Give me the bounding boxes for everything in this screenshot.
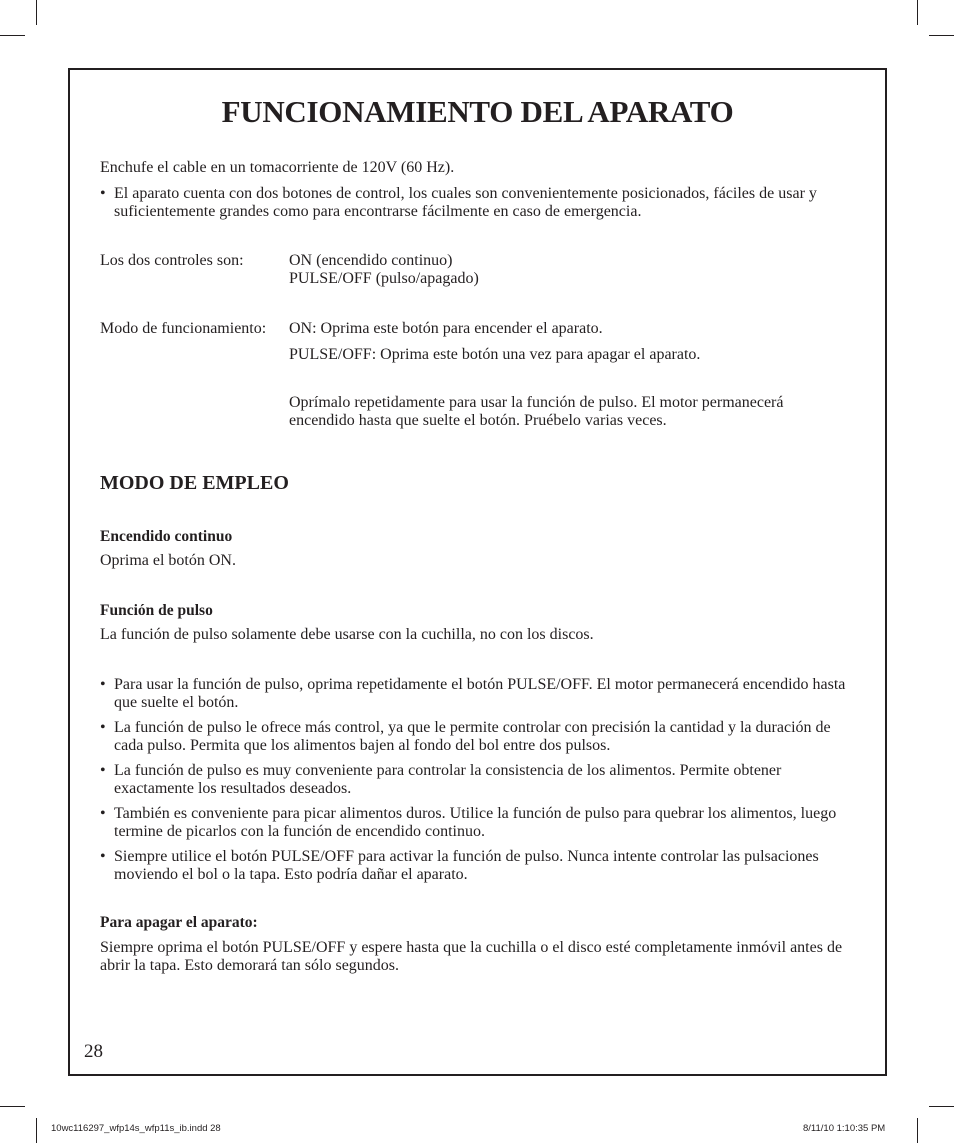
- crop-mark: [36, 1118, 37, 1143]
- crop-mark: [0, 35, 25, 36]
- bullet-mark: •: [100, 762, 106, 779]
- bullet-mark: •: [100, 719, 106, 736]
- pulse-heading: Función de pulso: [100, 602, 213, 619]
- page-title: FUNCIONAMIENTO DEL APARATO: [221, 94, 734, 129]
- list-item-text: Siempre utilice el botón PULSE/OFF para activar la función de pulso. Nunca intente controlar las pulsaciones moviendo el bol o la tapa. Esto podría dañar el aparato.: [114, 848, 819, 883]
- list-item-text: Para usar la función de pulso, oprima repetidamente el botón PULSE/OFF. El motor permanecerá encendido hasta que suelte el botón.: [114, 676, 846, 711]
- intro-bullet-text: El aparato cuenta con dos botones de control, los cuales son convenientemente posicionados, fáciles de usar y suficientemente grandes como para encontrarse fácilmente en caso de emergencia.: [114, 185, 817, 220]
- bullet-mark: •: [100, 805, 106, 822]
- page-number: 28: [84, 1041, 103, 1062]
- control-on: ON (encendido continuo): [289, 252, 453, 269]
- crop-mark: [929, 1106, 954, 1107]
- crop-mark: [929, 35, 954, 36]
- operation-pulse-off: PULSE/OFF: Oprima este botón una vez para apagar el aparato.: [289, 346, 701, 363]
- bullet-mark: •: [100, 848, 106, 865]
- crop-mark: [0, 1106, 25, 1107]
- pulse-text: La función de pulso solamente debe usarse con la cuchilla, no con los discos.: [100, 626, 594, 643]
- operation-label: Modo de funcionamiento:: [100, 320, 267, 337]
- list-item-text: La función de pulso le ofrece más control, ya que le permite controlar con precisión la cantidad y la duración de cada pulso. Permita que los alimentos bajen al fondo del bol entre dos pulsos.: [114, 719, 831, 754]
- intro-bullet: [100, 185, 860, 221]
- operation-repeat: Oprímalo repetidamente para usar la función de pulso. El motor permanecerá encendido hasta que suelte el botón. Pruébelo varias veces.: [289, 394, 784, 429]
- usage-heading: MODO DE EMPLEO: [100, 472, 289, 494]
- page-frame: [68, 68, 887, 1076]
- crop-mark: [917, 1118, 918, 1143]
- list-item: [100, 719, 860, 755]
- list-item: [100, 848, 840, 884]
- bullet-mark: •: [100, 185, 106, 202]
- crop-mark: [36, 0, 37, 25]
- operation-on: ON: Oprima este botón para encender el aparato.: [289, 320, 603, 337]
- crop-mark: [917, 0, 918, 25]
- bullet-mark: •: [100, 676, 106, 693]
- list-item-text: La función de pulso es muy conveniente para controlar la consistencia de los alimentos. Permite obtener exactamente los resultados deseados.: [114, 762, 782, 797]
- list-item: [100, 762, 860, 798]
- off-text: Siempre oprima el botón PULSE/OFF y espere hasta que la cuchilla o el disco esté completamente inmóvil antes de abrir la tapa. Esto demorará tan sólo segundos.: [100, 939, 843, 974]
- list-item-text: También es conveniente para picar alimentos duros. Utilice la función de pulso para quebrar los alimentos, luego termine de picarlos con la función de encendido continuo.: [114, 805, 837, 840]
- control-pulse-off: PULSE/OFF (pulso/apagado): [289, 270, 479, 287]
- continuous-heading: Encendido continuo: [100, 528, 233, 545]
- off-heading: Para apagar el aparato:: [100, 914, 258, 931]
- controls-label: Los dos controles son:: [100, 252, 244, 269]
- intro-text: Enchufe el cable en un tomacorriente de 120V (60 Hz).: [100, 159, 455, 176]
- footer-filename: 10wc116297_wfp14s_wfp11s_ib.indd 28: [51, 1123, 221, 1134]
- list-item: [100, 676, 860, 712]
- footer-timestamp: 8/11/10 1:10:35 PM: [803, 1123, 886, 1134]
- list-item: [100, 805, 860, 841]
- continuous-text: Oprima el botón ON.: [100, 552, 236, 569]
